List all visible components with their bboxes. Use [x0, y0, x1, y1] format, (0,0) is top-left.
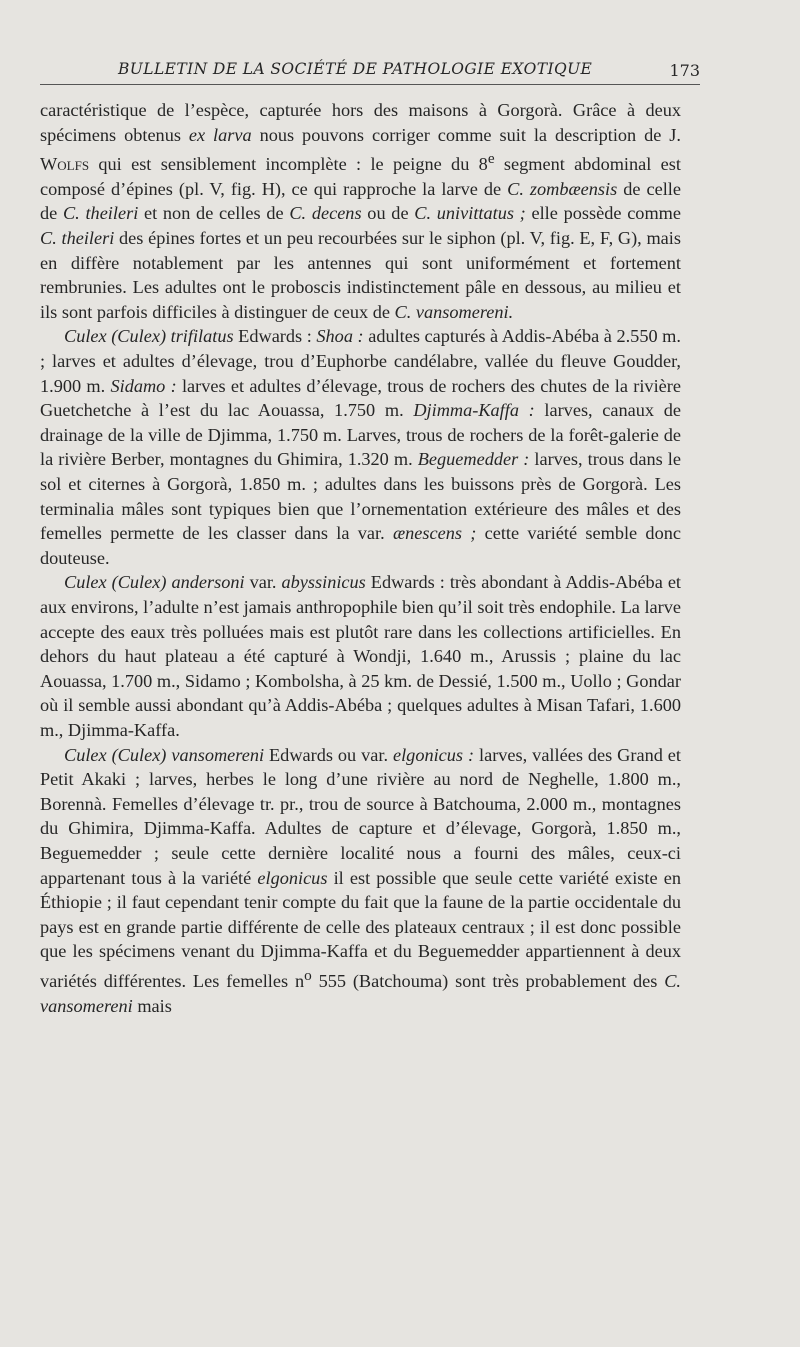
- text-run: des épines fortes et un peu recourbées sur le siphon (pl. V, fig. E, F, G), mais en diffère notablement par les antennes qui sont uniformément et fortement rembrunies. Les adultes ont le proboscis indistinctement pâle en dessous, au milieu et ils sont parfois difficiles à distinguer de ceux de: [40, 228, 681, 322]
- superscript: e: [487, 150, 495, 168]
- text-run: il est possible que seule cette variété existe en Éthiopie ; il faut cependant tenir compte du fait que la faune de la partie occidentale du pays est en grande partie différente de celle des plateaux centraux ; il est donc possible que les spécimens venant du Djimma-Kaffa et du Beguemedder appartiennent à deux variétés différentes. Les femelles n: [40, 867, 681, 991]
- text-run: larves, canaux de drainage de la ville de Djimma, 1.750 m. Larves, trous de rochers de la forêt-galerie de la rivière Berber, montagnes du Ghimira, 1.320 m.: [40, 400, 681, 470]
- page-number: 173: [669, 61, 700, 80]
- paragraph: [40, 324, 681, 570]
- text-run: adultes capturés à Addis-Abéba à 2.550 m. ; larves et adultes d’élevage, trou d’Euphorbe candélabre, vallée du fleuve Goudder, 1.900 m.: [40, 326, 681, 396]
- italic-text: Sidamo :: [110, 375, 177, 396]
- text-run: Wolfs: [40, 154, 90, 175]
- paragraph: [40, 743, 681, 1019]
- text-run: var.: [244, 572, 282, 593]
- text-run: larves, trous dans le sol et citernes à Gorgorà, 1.850 m. ; adultes dans les buissons près de Gorgorà. Les terminalia mâles sont typiques bien que l’ornementation extérieure des mâles et des femelles permette de les classer dans la var.: [40, 449, 681, 544]
- italic-text: Shoa :: [316, 326, 364, 347]
- italic-text: C. univittatus ;: [414, 203, 526, 224]
- italic-text: ænescens ;: [392, 523, 477, 544]
- text-run: larves et adultes d’élevage, trous de rochers des chutes de la rivière Guetchetche à l’est du lac Aouassa, 1.750 m.: [40, 375, 681, 421]
- superscript: o: [304, 966, 312, 984]
- text-run: Edwards : très abondant à Addis-Abéba et aux environs, l’adulte n’est jamais anthropophile bien qu’il soit très endophile. La larve accepte des eaux très polluées mais est plutôt rare dans les collections artificielles. En dehors du haut plateau a été capturé à Wondji, 1.640 m., Arussis ; plaine du lac Aouassa, 1.700 m., Sidamo ; Kombolsha, à 25 km. de Dessié, 1.500 m., Uollo ; Gondar où il semble aussi abondant qu’à Addis-Abéba ; quelques adultes à Misan Tafari, 1.600 m., Djimma-Kaffa.: [40, 572, 682, 740]
- text-run: ou de: [361, 203, 415, 224]
- italic-text: Culex (Culex) vansomereni: [64, 744, 265, 765]
- text-run: elle possède comme: [525, 203, 681, 224]
- text-run: segment abdominal est composé d’épines (pl. V, fig. H), ce qui rapproche la larve de: [40, 154, 681, 199]
- italic-text: Culex (Culex) andersoni: [64, 572, 245, 593]
- text-run: qui est sensiblement incomplète : le peigne du 8: [89, 154, 488, 175]
- italic-text: C. vansomereni.: [394, 301, 514, 322]
- text-run: nous pouvons corriger comme suit la description de J.: [251, 124, 681, 145]
- text-run: Edwards ou var.: [264, 744, 393, 765]
- italic-text: C. theileri: [62, 203, 139, 224]
- italic-text: C. zombæensis: [507, 178, 618, 199]
- italic-text: C. vansomereni: [40, 970, 681, 1016]
- italic-text: Beguemedder :: [417, 449, 530, 470]
- italic-text: abyssinicus: [281, 572, 366, 593]
- paragraph: [40, 98, 681, 324]
- italic-text: C. theileri: [40, 228, 115, 249]
- text-run: cette variété semble donc douteuse.: [40, 523, 681, 568]
- italic-text: Culex (Culex) trifilatus: [64, 326, 234, 347]
- italic-text: ex larva: [188, 124, 252, 145]
- text-run: mais: [132, 995, 172, 1016]
- italic-text: C. decens: [289, 203, 362, 224]
- text-run: 555 (Batchouma) sont très probablement des: [311, 970, 665, 991]
- journal-title: BULLETIN DE LA SOCIÉTÉ DE PATHOLOGIE EXOTIQUE: [118, 60, 593, 78]
- running-header: [40, 60, 700, 85]
- text-run: larves, vallées des Grand et Petit Akaki ; larves, herbes le long d’une rivière au nord de Neghelle, 1.800 m., Borennà. Femelles d’élevage tr. pr., trou de source à Batchouma, 2.000 m., montagnes du Ghimira, Djimma-Kaffa. Adultes de capture et d’élevage, Gorgorà, 1.850 m., Beguemedder ; seule cette dernière localité nous a fourni des mâles, ceux-ci appartenant tous à la variété: [40, 744, 681, 888]
- text-run: caractéristique de l’espèce, capturée hors des maisons à Gorgorà. Grâce à deux spécimens obtenus: [40, 100, 681, 145]
- paragraph: [40, 570, 681, 742]
- italic-text: Djimma-Kaffa :: [413, 400, 535, 421]
- article-body: [40, 98, 681, 1018]
- italic-text: elgonicus: [257, 867, 328, 888]
- italic-text: elgonicus :: [392, 744, 475, 765]
- text-run: Edwards :: [233, 326, 317, 347]
- text-run: et non de celles de: [138, 203, 290, 224]
- text-run: de celle de: [40, 178, 681, 224]
